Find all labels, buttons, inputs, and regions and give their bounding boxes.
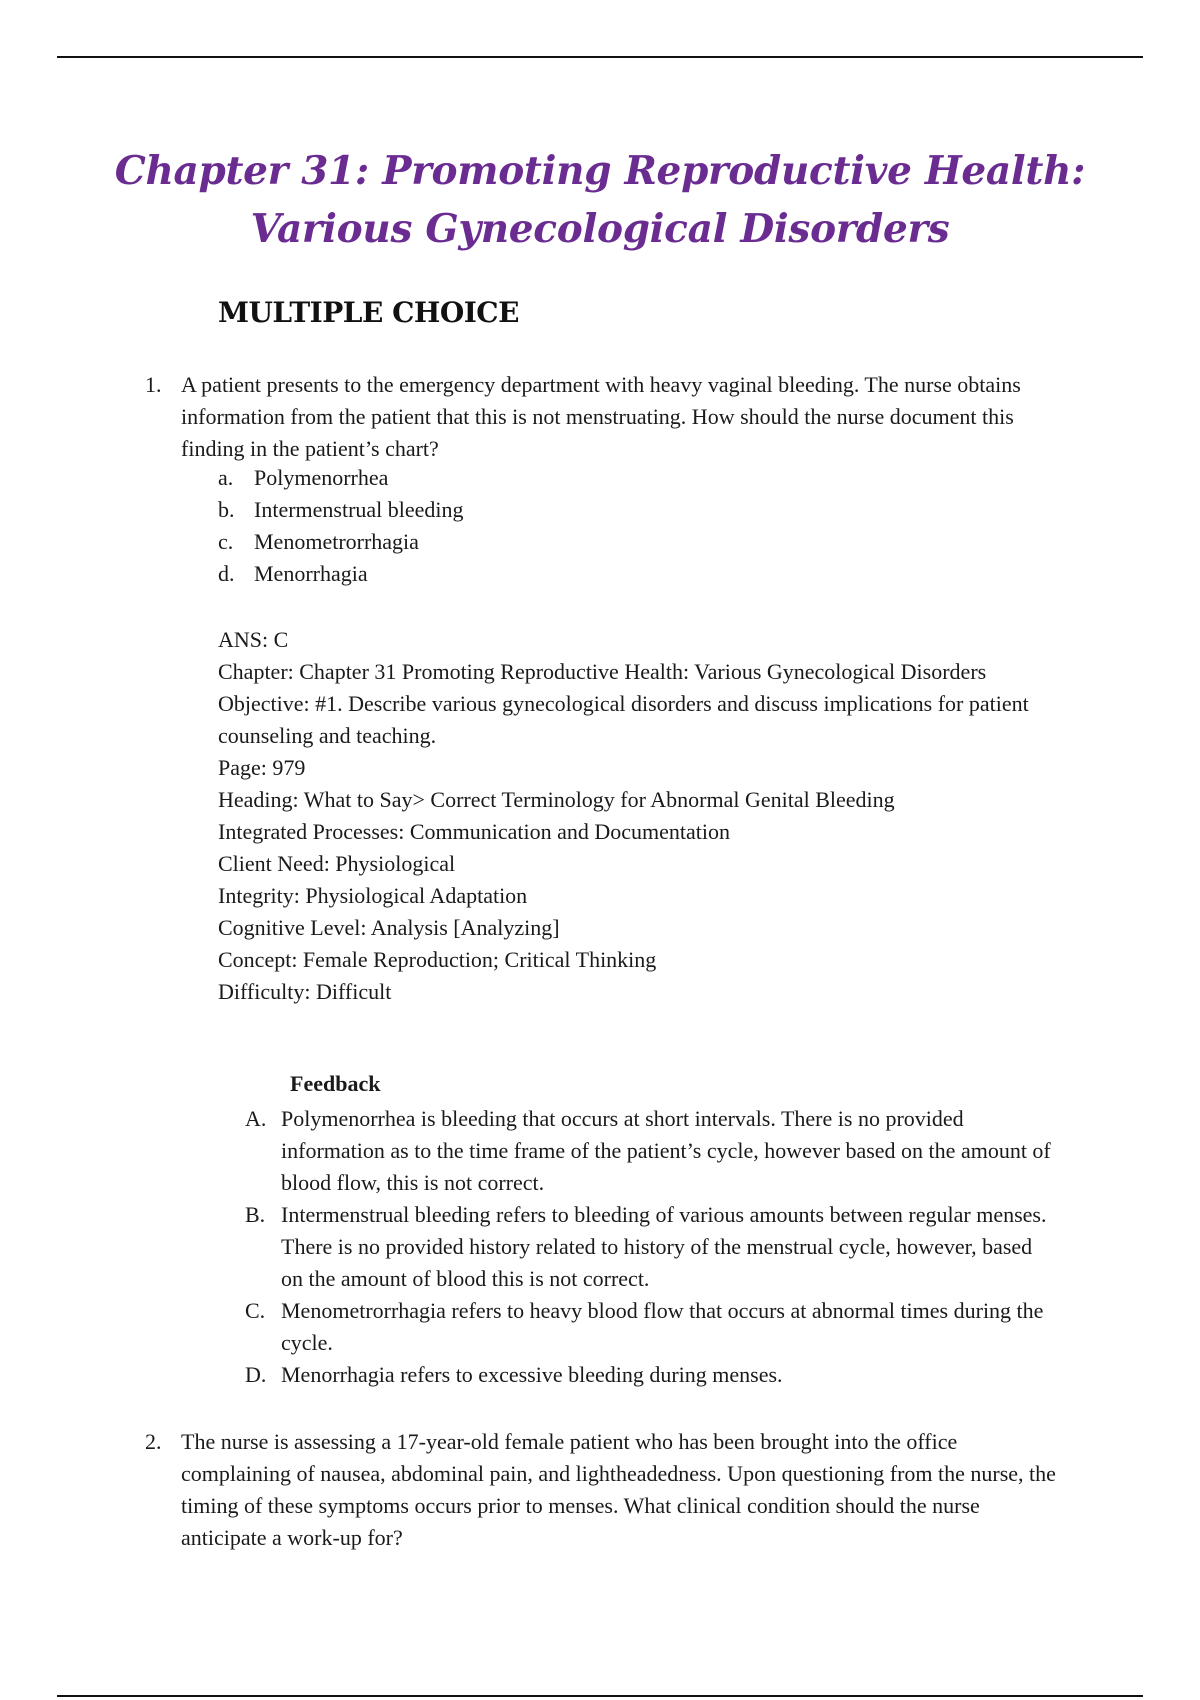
answer-key: ANS: C [218,627,289,652]
feedback-text: Menorrhagia refers to excessive bleeding during menses. [281,1362,783,1387]
option-letter: d. [218,561,235,586]
question-text: The nurse is assessing a 17-year-old female patient who has been brought into the office complaining of nausea, abdominal pain, and lightheadedness. Upon questioning from the nurse, the timing of these symptoms occurs prior to menses. What clinical condition should the nurse anticipate a work-up for? [181,1429,1056,1550]
meta-integrated-processes: Integrated Processes: Communication and Documentation [218,819,730,844]
option-letter: b. [218,497,235,522]
feedback-text: Intermenstrual bleeding refers to bleeding of various amounts between regular menses. There is no provided history related to history of the menstrual cycle, however, based on the amount of blood this is not correct. [281,1202,1047,1291]
option-text: Menorrhagia [254,561,368,586]
section-heading: MULTIPLE CHOICE [218,296,519,329]
question-2 [145,1426,1056,1554]
option-text: Polymenorrhea [254,465,389,490]
feedback-letter: B. [245,1202,266,1227]
answer-options [218,462,1018,590]
feedback-text: Polymenorrhea is bleeding that occurs at short intervals. There is no provided information as to the time frame of the patient’s cycle, however based on the amount of blood flow, this is not correct. [281,1106,1051,1195]
question-number: 1. [145,372,162,397]
meta-client-need: Client Need: Physiological [218,851,456,876]
option-letter: c. [218,529,234,554]
meta-page: Page: 979 [218,755,306,780]
feedback-heading: Feedback [290,1071,381,1096]
feedback-item [245,1103,1051,1199]
question-text: A patient presents to the emergency department with heavy vaginal bleeding. The nurse obtains information from the patient that this is not menstruating. How should the nurse document this finding in the patient’s chart? [181,372,1021,461]
feedback-letter: D. [245,1362,267,1387]
feedback-text: Menometrorrhagia refers to heavy blood flow that occurs at abnormal times during the cycle. [281,1298,1044,1355]
meta-cognitive-level: Cognitive Level: Analysis [Analyzing] [218,915,560,940]
feedback-letter: A. [245,1106,267,1131]
option-b [218,494,1018,526]
option-c [218,526,1018,558]
top-rule [57,56,1143,58]
question-number: 2. [145,1429,162,1454]
meta-heading: Heading: What to Say> Correct Terminology for Abnormal Genital Bleeding [218,787,895,812]
feedback-item [245,1359,1045,1391]
answer-metadata [218,624,1048,1008]
option-text: Intermenstrual bleeding [254,497,464,522]
meta-integrity: Integrity: Physiological Adaptation [218,883,528,908]
feedback-item [245,1199,1045,1295]
title-line-1: Chapter 31: Promoting Reproductive Health: [114,148,1086,194]
option-text: Menometrorrhagia [254,529,419,554]
feedback-list [245,1103,1051,1391]
meta-concept: Concept: Female Reproduction; Critical Thinking [218,947,657,972]
meta-chapter: Chapter: Chapter 31 Promoting Reproductive Health: Various Gynecological Disorders [218,659,987,684]
page-title [0,142,1200,258]
bottom-rule [57,1695,1143,1697]
option-d [218,558,1018,590]
option-a [218,462,1018,494]
meta-objective: Objective: #1. Describe various gynecological disorders and discuss implications for patient counseling and teaching. [218,691,1029,748]
option-letter: a. [218,465,234,490]
feedback-item [245,1295,1045,1359]
feedback-letter: C. [245,1298,266,1323]
meta-difficulty: Difficulty: Difficult [218,979,392,1004]
title-line-2: Various Gynecological Disorders [250,206,950,252]
question-1 [145,369,1045,465]
